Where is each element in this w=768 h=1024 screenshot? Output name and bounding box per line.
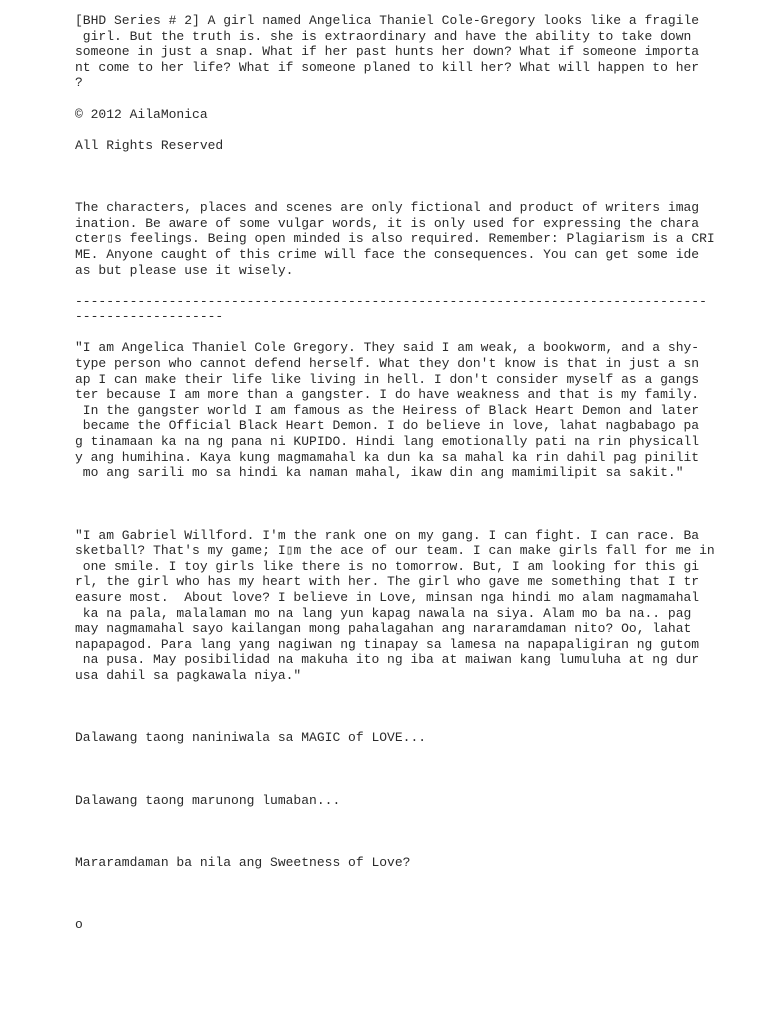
text-line: became the Official Black Heart Demon. I do believe in love, lahat nagbabago pa (75, 418, 700, 434)
text-line: g tinamaan ka na ng pana ni KUPIDO. Hindi lang emotionally pati na rin physicall (75, 434, 700, 450)
rights-notice: All Rights Reserved (75, 137, 224, 153)
text-line: napapagod. Para lang yang nagiwan ng tinapay sa lamesa na napapaligiran ng gutom (75, 636, 700, 652)
text-line: "I am Angelica Thaniel Cole Gregory. They said I am weak, a bookworm, and a shy- (75, 340, 700, 356)
tagline-magic-of-love: Dalawang taong naniniwala sa MAGIC of LOVE... (75, 730, 427, 746)
text-line: rl, the girl who has my heart with her. The girl who gave me something that I tr (75, 574, 700, 590)
text-line: ------------------- (75, 309, 224, 325)
text-line: In the gangster world I am famous as the Heiress of Black Heart Demon and later (75, 402, 700, 418)
text-line: [BHD Series # 2] A girl named Angelica Thaniel Cole-Gregory looks like a fragile (75, 13, 700, 28)
text-line: someone in just a snap. What if her past hunts her down? What if someone importa (75, 44, 700, 60)
text-line: cter▯s feelings. Being open minded is also required. Remember: Plagiarism is a CRI (75, 231, 715, 247)
text-line: y ang humihina. Kaya kung magmamahal ka dun ka sa mahal ka rin dahil pag pinilit (75, 449, 700, 465)
document-page (75, 13, 715, 933)
text-line: --------------------------------------------------------------------------------- (75, 293, 707, 309)
text-line: ap I can make their life like living in hell. I don't consider myself as a gangs (75, 371, 700, 387)
text-line: as but please use it wisely. (75, 262, 294, 278)
text-line: sketball? That's my game; I▯m the ace of our team. I can make girls fall for me in (75, 543, 715, 559)
gabriel-quote (75, 527, 715, 684)
text-line: may nagmamahal sayo kailangan mong pahalagahan ang nararamdaman nito? Oo, lahat (75, 621, 692, 637)
tagline-sweetness-of-love: Mararamdaman ba nila ang Sweetness of Love? (75, 855, 411, 871)
text-line: mo ang sarili mo sa hindi ka naman mahal, ikaw din ang mamimilipit sa sakit." (75, 465, 684, 481)
copyright-notice: © 2012 AilaMonica (75, 106, 208, 122)
disclaimer-paragraph (75, 200, 715, 278)
synopsis-paragraph (75, 13, 700, 91)
text-line: ? (75, 75, 83, 91)
text-line: girl. But the truth is. she is extraordinary and have the ability to take down (75, 28, 692, 44)
text-line: "I am Gabriel Willford. I'm the rank one on my gang. I can fight. I can race. Ba (75, 527, 700, 543)
text-line: nt come to her life? What if someone planed to kill her? What will happen to her (75, 59, 700, 75)
tagline-fighters: Dalawang taong marunong lumaban... (75, 792, 341, 808)
divider-line (75, 293, 707, 325)
text-line: ka na pala, malalaman mo na lang yun kapag nawala na siya. Alam mo ba na.. pag (75, 605, 692, 621)
angelica-quote (75, 340, 700, 481)
text-line: usa dahil sa pagkawala niya." (75, 667, 302, 683)
text-line: ME. Anyone caught of this crime will face the consequences. You can get some ide (75, 246, 700, 262)
text-line: easure most. About love? I believe in Love, minsan nga hindi mo alam nagmamahal (75, 589, 700, 605)
text-line: ter because I am more than a gangster. I do have weakness and that is my family. (75, 387, 700, 403)
text-line: type person who cannot defend herself. What they don't know is that in just a sn (75, 356, 700, 372)
ending-mark: o (75, 917, 83, 933)
text-line: ination. Be aware of some vulgar words, it is only used for expressing the chara (75, 215, 700, 231)
text-line: na pusa. May posibilidad na makuha ito ng iba at maiwan kang lumuluha at ng dur (75, 652, 700, 668)
text-line: one smile. I toy girls like there is no tomorrow. But, I am looking for this gi (75, 558, 700, 574)
text-line: The characters, places and scenes are only fictional and product of writers imag (75, 200, 700, 216)
